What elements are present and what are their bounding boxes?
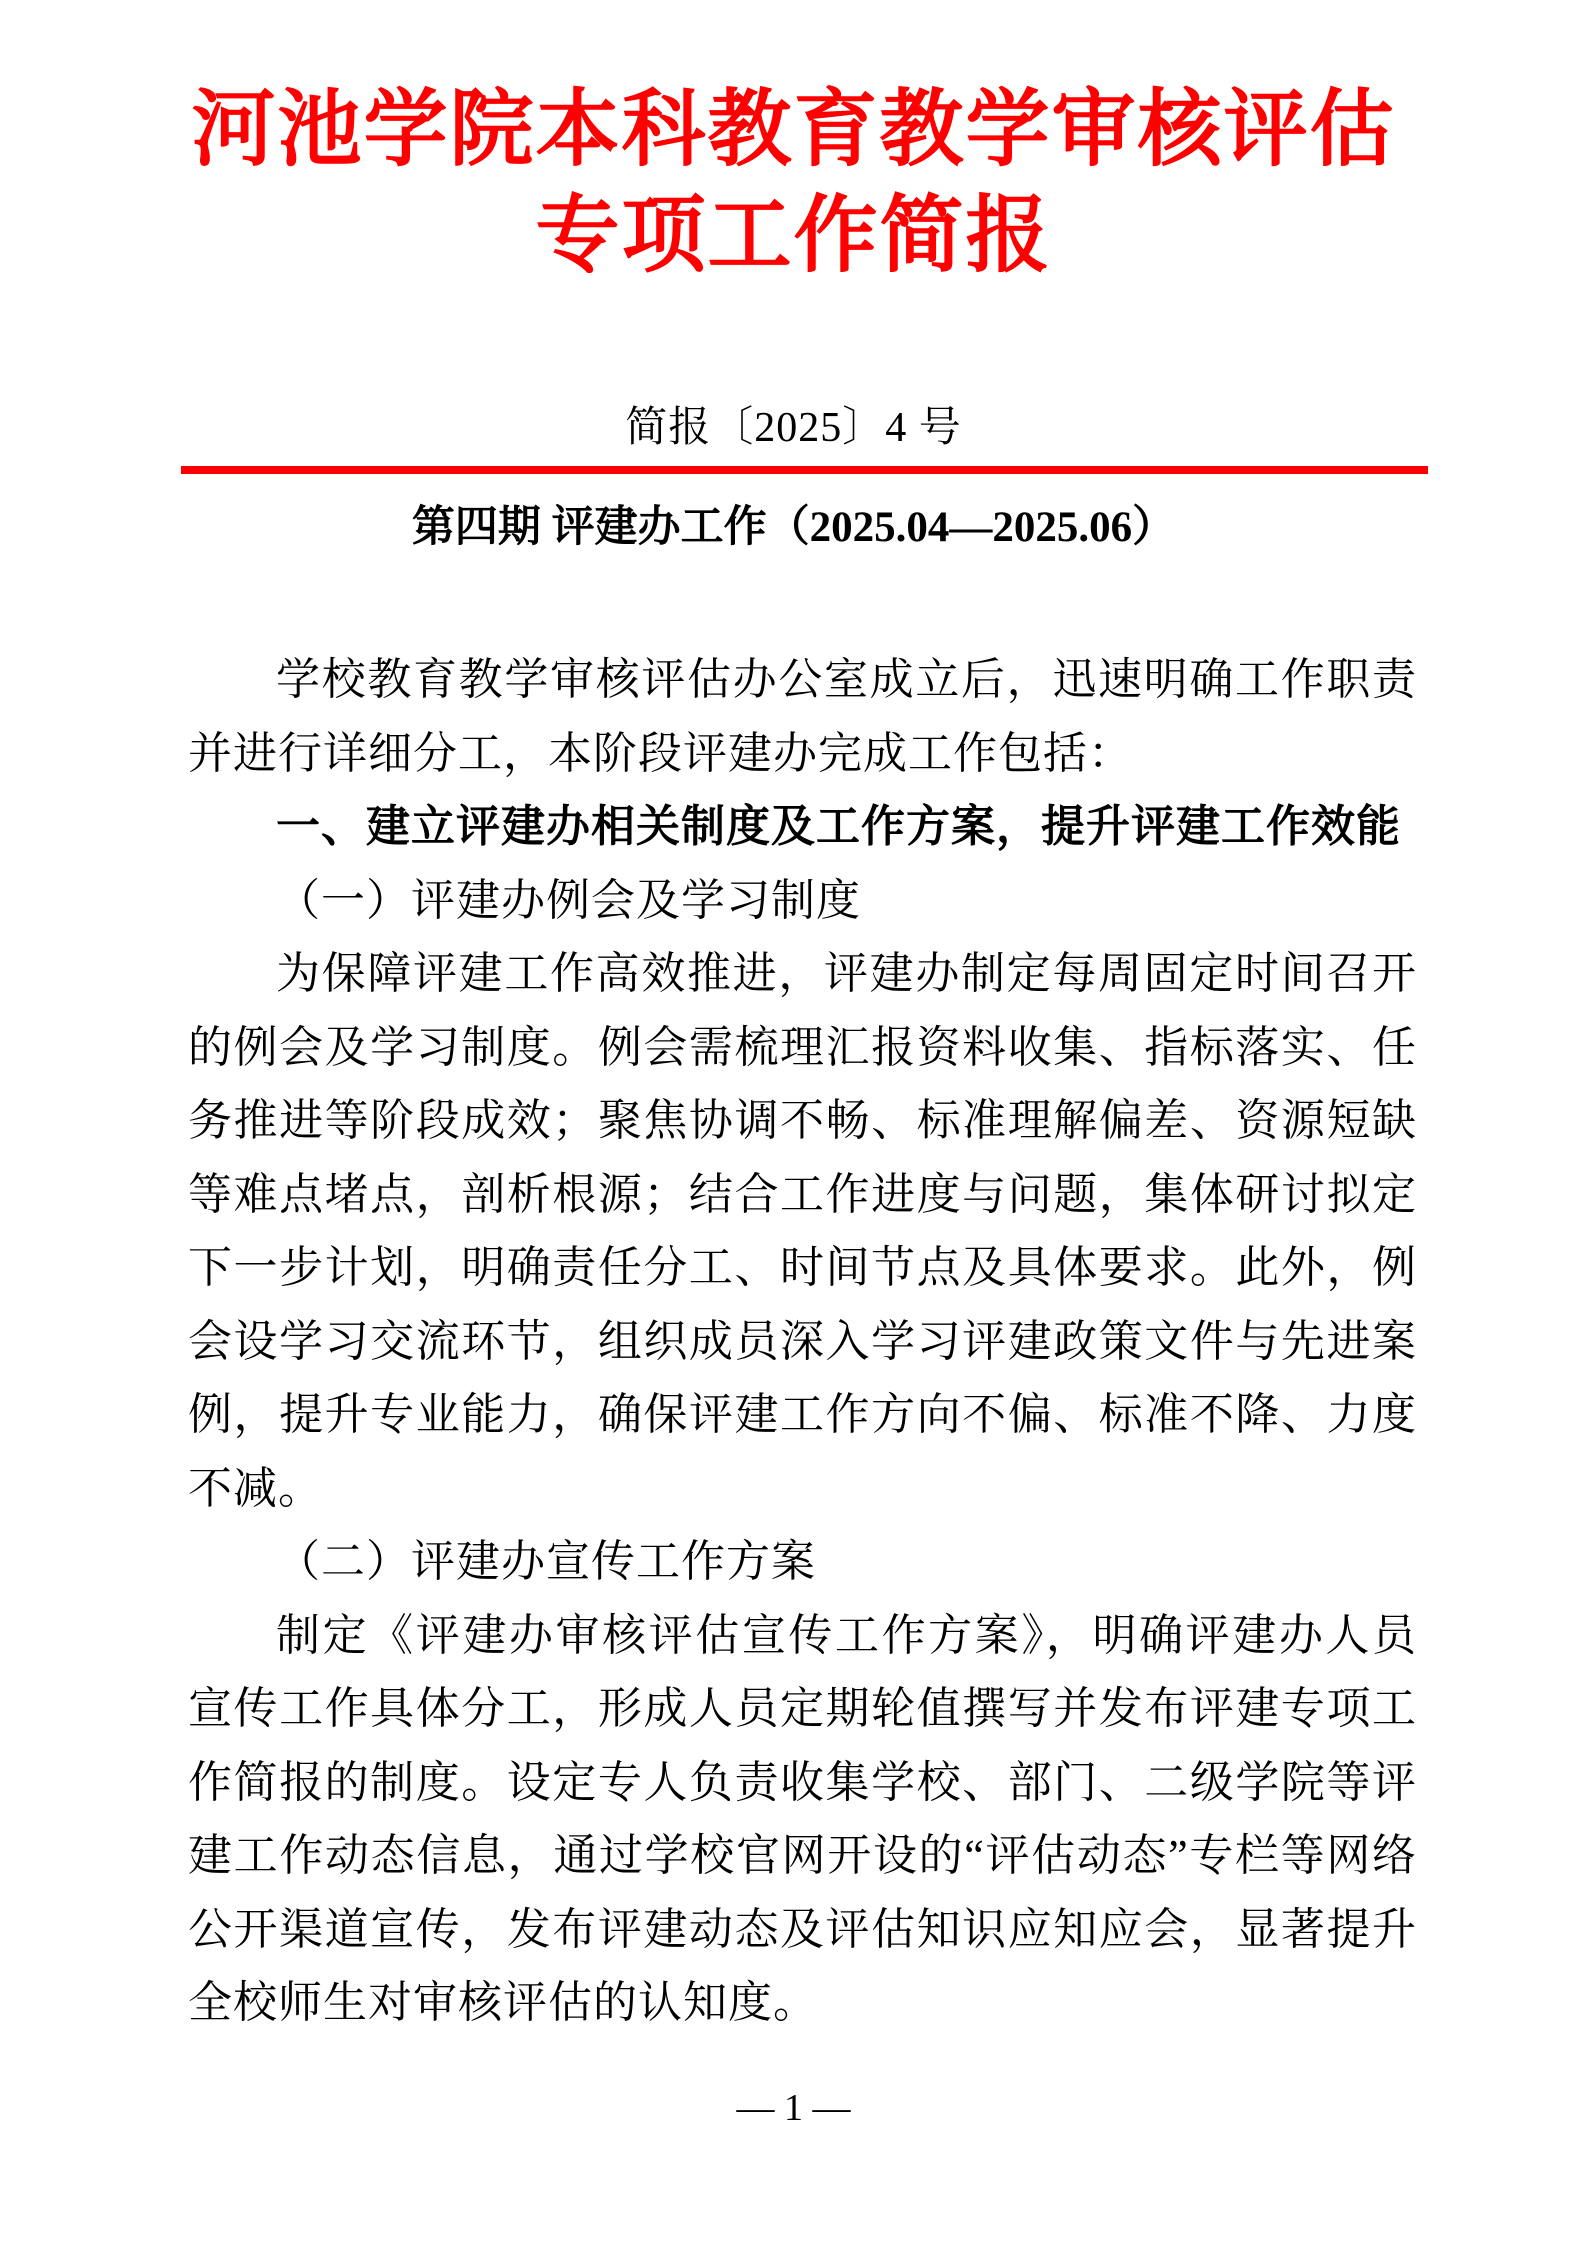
document-title-line1: 河池学院本科教育教学审核评估 bbox=[191, 84, 1396, 177]
red-divider bbox=[181, 466, 1428, 474]
subsection-2-heading: （二）评建办宣传工作方案 bbox=[276, 1537, 816, 1586]
document-title-line2: 专项工作简报 bbox=[535, 190, 1052, 283]
document-body bbox=[188, 643, 1417, 2040]
section-1-heading: 一、建立评建办相关制度及工作方案，提升评建工作效能 bbox=[276, 802, 1401, 851]
subsection-1-paragraph: 为保障评建工作高效推进，评建办制定每周固定时间召开的例会及学习制度。例会需梳理汇报资料收集、指标落实、任务推进等阶段成效；聚焦协调不畅、标准理解偏差、资源短缺等难点堵点，剖析根源；结合工作进度与问题，集体研讨拟定下一步计划，明确责任分工、时间节点及具体要求。此外，例会设学习交流环节，组织成员深入学习评建政策文件与先进案例，提升专业能力，确保评建工作方向不偏、标准不降、力度不减。 bbox=[188, 949, 1417, 1513]
intro-paragraph: 学校教育教学审核评估办公室成立后，迅速明确工作职责并进行详细分工，本阶段评建办完成工作包括： bbox=[188, 655, 1417, 778]
subsection-1-heading: （一）评建办例会及学习制度 bbox=[276, 875, 861, 925]
subsection-2-paragraph: 制定《评建办审核评估宣传工作方案》，明确评建办人员宣传工作具体分工，形成人员定期轮值撰写并发布评建专项工作简报的制度。设定专人负责收集学校、部门、二级学院等评建工作动态信息，通过学校官网开设的“评估动态”专栏等网络公开渠道宣传，发布评建动态及评估知识应知应会，显著提升全校师生对审核评估的认知度。 bbox=[188, 1610, 1417, 2027]
page-number: — 1 — bbox=[736, 2087, 851, 2129]
issue-heading: 第四期 评建办工作（2025.04—2025.06） bbox=[411, 504, 1176, 551]
doc-number: 简报〔2025〕4 号 bbox=[625, 405, 962, 451]
document-title bbox=[0, 0, 1587, 290]
